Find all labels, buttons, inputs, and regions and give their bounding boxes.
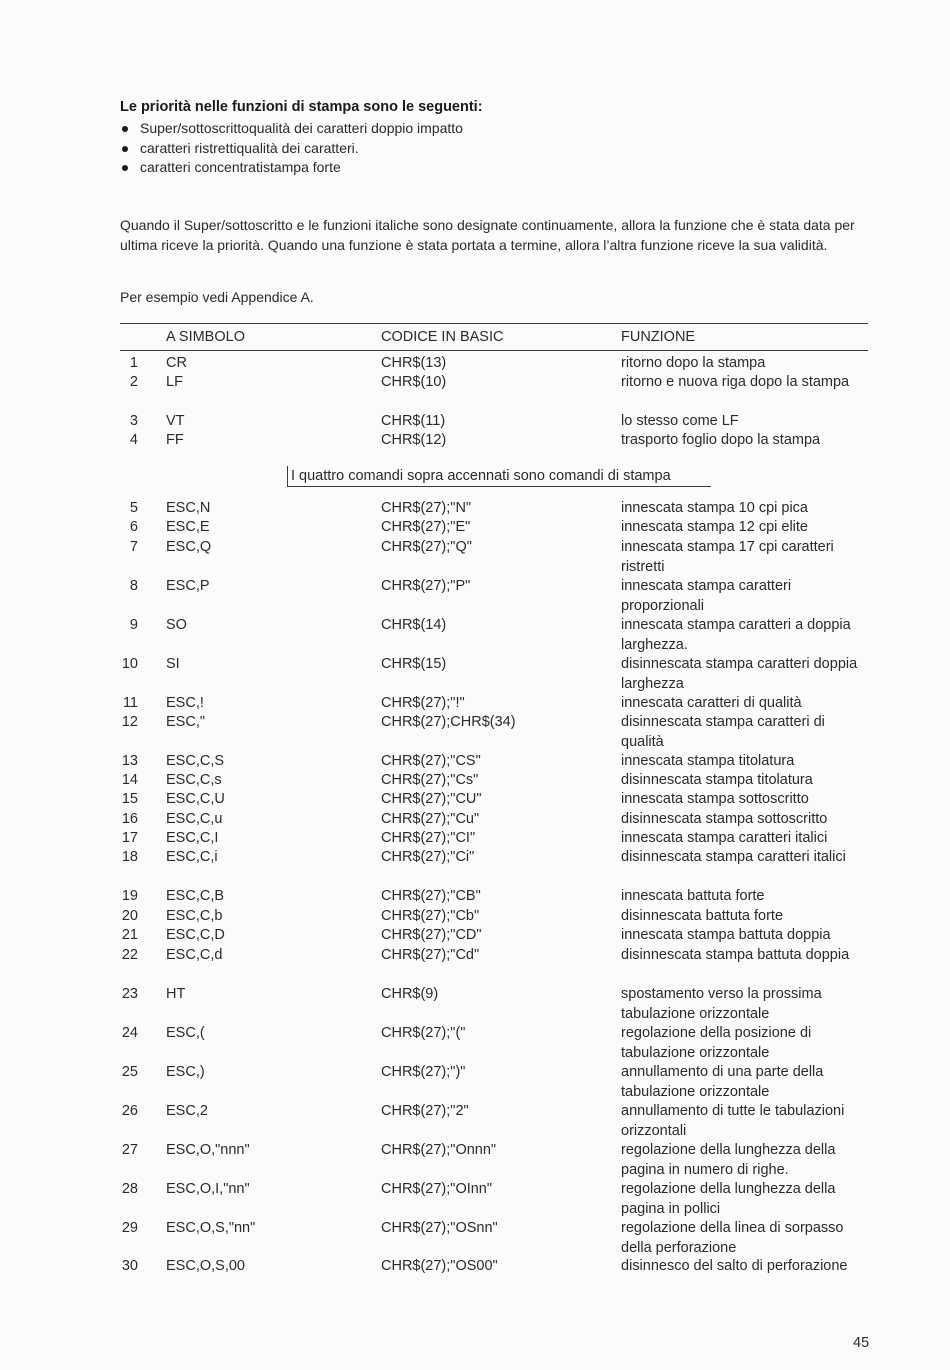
row-function: innescata battuta forte xyxy=(621,888,765,904)
row-function: disinnescata stampa caratteri italici xyxy=(621,849,846,865)
row-function: annullamento di una parte della tabulazione orizzontale xyxy=(621,1064,824,1100)
row-number: 1 xyxy=(129,355,138,371)
row-symbol: ESC,P xyxy=(166,578,210,594)
row-function: disinnescata battuta forte xyxy=(621,908,784,924)
row-number: 6 xyxy=(129,519,138,535)
row-function: innescata stampa sottoscritto xyxy=(621,791,809,807)
row-basic-code: CHR$(27);"P" xyxy=(381,578,471,594)
row-number: 5 xyxy=(129,500,138,516)
row-number: 2 xyxy=(129,374,138,390)
row-basic-code: CHR$(27);"Q" xyxy=(381,539,472,555)
row-number: 29 xyxy=(121,1220,138,1236)
row-number: 20 xyxy=(121,908,138,924)
row-symbol: ESC,O,I,"nn" xyxy=(166,1181,250,1197)
bullet-icon xyxy=(122,126,128,132)
row-number: 14 xyxy=(121,772,138,788)
row-number: 16 xyxy=(121,811,138,827)
print-commands-note: I quattro comandi sopra accennati sono comandi di stampa xyxy=(287,466,711,487)
row-basic-code: CHR$(9) xyxy=(381,986,439,1002)
row-basic-code: CHR$(12) xyxy=(381,432,447,448)
row-symbol: VT xyxy=(166,413,185,429)
row-function: innescata stampa caratteri a doppia larghezza. xyxy=(621,617,851,653)
row-function: innescata stampa titolatura xyxy=(621,753,795,769)
priority-explanation: Quando il Super/sottoscritto e le funzioni italiche sono designate continuamente, allora la funzione che è stata data per ultima riceve la priorità. Quando una funzione è stata portata a termine, allora l’altra funzione riceve la sua validità. xyxy=(120,217,855,253)
row-function: annullamento di tutte le tabulazioni orizzontali xyxy=(621,1103,845,1139)
row-basic-code: CHR$(27);"(" xyxy=(381,1025,466,1041)
row-number: 9 xyxy=(129,617,138,633)
row-function: regolazione della linea di sorpasso della perforazione xyxy=(621,1220,844,1256)
row-symbol: LF xyxy=(166,374,183,390)
table-top-rule xyxy=(120,323,868,324)
row-number: 30 xyxy=(121,1258,138,1274)
row-symbol: ESC,O,S,"nn" xyxy=(166,1220,256,1236)
row-function: innescata stampa 17 cpi caratteri ristretti xyxy=(621,539,834,575)
row-symbol: CR xyxy=(166,355,187,371)
row-function: disinnesco del salto di perforazione xyxy=(621,1258,848,1274)
row-basic-code: CHR$(27);"2" xyxy=(381,1103,469,1119)
row-function: innescata caratteri di qualità xyxy=(621,695,802,711)
row-symbol: ESC,E xyxy=(166,519,210,535)
row-basic-code: CHR$(27);"Cs" xyxy=(381,772,479,788)
row-number: 4 xyxy=(129,432,138,448)
row-number: 7 xyxy=(129,539,138,555)
row-symbol: ESC,C,U xyxy=(166,791,225,807)
row-number: 21 xyxy=(121,927,138,943)
row-symbol: ESC,C,b xyxy=(166,908,223,924)
row-symbol: ESC,O,"nnn" xyxy=(166,1142,250,1158)
column-header-symbol: A SIMBOLO xyxy=(166,329,245,345)
priority-heading: Le priorità nelle funzioni di stampa sono le seguenti: xyxy=(120,99,483,115)
priority-text: Super/sottoscrittoqualità dei caratteri doppio impatto xyxy=(140,120,463,136)
row-function: regolazione della lunghezza della pagina in pollici xyxy=(621,1181,836,1217)
priority-item xyxy=(120,139,480,159)
row-basic-code: CHR$(13) xyxy=(381,355,447,371)
row-function: ritorno e nuova riga dopo la stampa xyxy=(621,374,850,390)
row-symbol: HT xyxy=(166,986,186,1002)
row-function: innescata stampa battuta doppia xyxy=(621,927,831,943)
row-basic-code: CHR$(27);"OInn" xyxy=(381,1181,493,1197)
row-number: 15 xyxy=(121,791,138,807)
priority-text: caratteri concentratistampa forte xyxy=(140,159,341,175)
row-symbol: ESC,2 xyxy=(166,1103,208,1119)
row-number: 12 xyxy=(121,714,138,730)
row-number: 23 xyxy=(121,986,138,1002)
row-number: 10 xyxy=(121,656,138,672)
row-function: innescata stampa 10 cpi pica xyxy=(621,500,808,516)
column-header-function: FUNZIONE xyxy=(621,329,696,345)
row-number: 8 xyxy=(129,578,138,594)
row-symbol: SI xyxy=(166,656,180,672)
row-number: 25 xyxy=(121,1064,138,1080)
row-basic-code: CHR$(14) xyxy=(381,617,447,633)
row-number: 27 xyxy=(121,1142,138,1158)
bullet-icon xyxy=(122,146,128,152)
row-function: disinnescata stampa battuta doppia xyxy=(621,947,850,963)
bullet-icon xyxy=(122,165,128,171)
row-function: trasporto foglio dopo la stampa xyxy=(621,432,821,448)
row-function: lo stesso come LF xyxy=(621,413,739,429)
page-number: 45 xyxy=(853,1335,870,1351)
row-basic-code: CHR$(27);")" xyxy=(381,1064,466,1080)
row-symbol: SO xyxy=(166,617,187,633)
row-function: disinnescata stampa caratteri di qualità xyxy=(621,714,825,750)
row-basic-code: CHR$(27);"CS" xyxy=(381,753,481,769)
row-basic-code: CHR$(27);"Cd" xyxy=(381,947,480,963)
priority-item xyxy=(120,158,480,178)
row-symbol: ESC,C,B xyxy=(166,888,225,904)
row-function: innescata stampa caratteri italici xyxy=(621,830,828,846)
row-basic-code: CHR$(27);"OS00" xyxy=(381,1258,498,1274)
priority-list xyxy=(120,119,480,178)
row-function: innescata stampa 12 cpi elite xyxy=(621,519,808,535)
row-basic-code: CHR$(27);"CI" xyxy=(381,830,476,846)
row-basic-code: CHR$(27);"CU" xyxy=(381,791,482,807)
row-function: spostamento verso la prossima tabulazione orizzontale xyxy=(621,986,822,1022)
row-function: disinnescata stampa titolatura xyxy=(621,772,813,788)
row-basic-code: CHR$(11) xyxy=(381,413,446,429)
row-function: regolazione della posizione di tabulazione orizzontale xyxy=(621,1025,812,1061)
row-number: 26 xyxy=(121,1103,138,1119)
row-symbol: ESC,C,s xyxy=(166,772,222,788)
row-symbol: FF xyxy=(166,432,184,448)
row-symbol: ESC,) xyxy=(166,1064,205,1080)
row-basic-code: CHR$(27);"!" xyxy=(381,695,465,711)
row-function: innescata stampa caratteri proporzionali xyxy=(621,578,792,614)
row-symbol: ESC,N xyxy=(166,500,211,516)
appendix-reference: Per esempio vedi Appendice A. xyxy=(120,289,314,305)
row-function: disinnescata stampa caratteri doppia larghezza xyxy=(621,656,858,692)
row-basic-code: CHR$(10) xyxy=(381,374,447,390)
row-basic-code: CHR$(27);"Cu" xyxy=(381,811,480,827)
row-symbol: ESC,C,i xyxy=(166,849,218,865)
row-basic-code: CHR$(27);"Onnn" xyxy=(381,1142,497,1158)
row-number: 3 xyxy=(129,413,138,429)
row-basic-code: CHR$(27);"CB" xyxy=(381,888,481,904)
row-symbol: ESC,C,D xyxy=(166,927,225,943)
row-function: disinnescata stampa sottoscritto xyxy=(621,811,828,827)
row-symbol: ESC,C,I xyxy=(166,830,219,846)
row-number: 24 xyxy=(121,1025,138,1041)
row-symbol: ESC,C,u xyxy=(166,811,223,827)
row-number: 13 xyxy=(121,753,138,769)
row-symbol: ESC," xyxy=(166,714,205,730)
row-number: 22 xyxy=(121,947,138,963)
row-symbol: ESC,O,S,00 xyxy=(166,1258,245,1274)
row-basic-code: CHR$(27);"E" xyxy=(381,519,471,535)
row-basic-code: CHR$(27);"CD" xyxy=(381,927,482,943)
row-number: 17 xyxy=(121,830,138,846)
row-symbol: ESC,C,S xyxy=(166,753,225,769)
row-symbol: ESC,C,d xyxy=(166,947,223,963)
row-function: regolazione della lunghezza della pagina in numero di righe. xyxy=(621,1142,836,1178)
row-basic-code: CHR$(27);CHR$(34) xyxy=(381,714,516,730)
row-number: 11 xyxy=(122,695,138,711)
row-basic-code: CHR$(27);"N" xyxy=(381,500,472,516)
column-header-code: CODICE IN BASIC xyxy=(381,329,504,345)
row-basic-code: CHR$(27);"Ci" xyxy=(381,849,475,865)
row-basic-code: CHR$(27);"OSnn" xyxy=(381,1220,498,1236)
row-basic-code: CHR$(15) xyxy=(381,656,447,672)
row-symbol: ESC,! xyxy=(166,695,204,711)
row-function: ritorno dopo la stampa xyxy=(621,355,766,371)
row-number: 28 xyxy=(121,1181,138,1197)
priority-text: caratteri ristrettiqualità dei caratteri. xyxy=(140,139,359,156)
row-symbol: ESC,Q xyxy=(166,539,212,555)
row-basic-code: CHR$(27);"Cb" xyxy=(381,908,480,924)
priority-item xyxy=(120,119,480,139)
row-number: 18 xyxy=(121,849,138,865)
table-header-rule xyxy=(120,350,868,351)
row-symbol: ESC,( xyxy=(166,1025,205,1041)
row-number: 19 xyxy=(121,888,138,904)
